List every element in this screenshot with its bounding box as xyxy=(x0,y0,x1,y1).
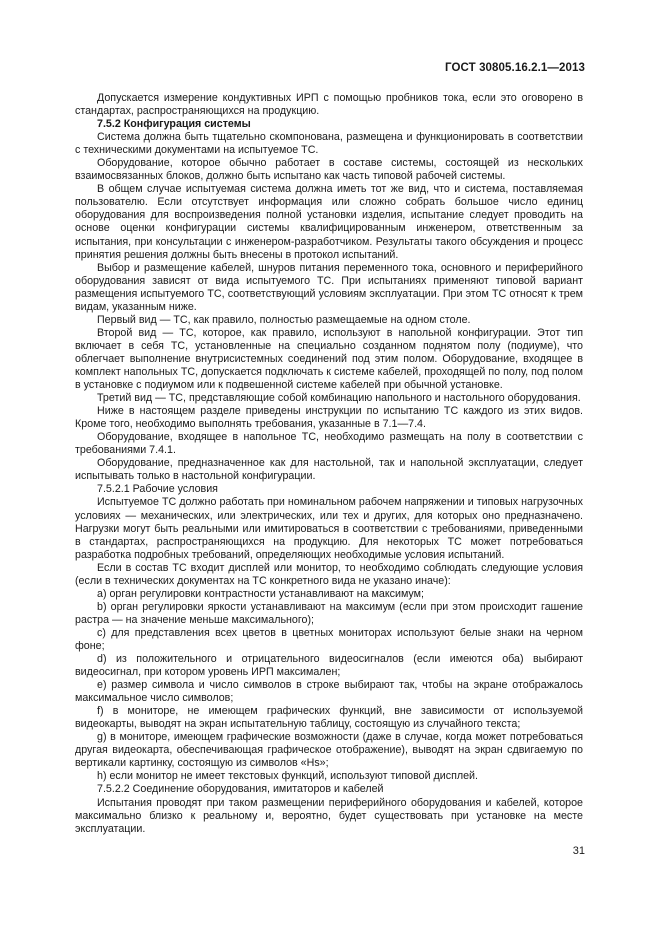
page-number: 31 xyxy=(572,845,585,857)
paragraph: Допускается измерение кондуктивных ИРП с помощью пробников тока, если это оговорено в стандартах, распространяющихся на продукцию. xyxy=(75,92,583,118)
paragraph: Оборудование, входящее в напольное ТС, необходимо размещать на полу в соответствии с требованиями 7.4.1. xyxy=(75,431,583,457)
list-item: h) если монитор не имеет текстовых функций, используют типовой дисплей. xyxy=(97,770,478,783)
paragraph: Выбор и размещение кабелей, шнуров питания переменного тока, основного и периферийного оборудования зависят от вида испытуемого ТС. При испытаниях применяют типовой вариант размещения испытуемого ТС, соответствующий условиям эксплуатации. При этом ТС относят к трем видам, указанным ниже. xyxy=(75,261,583,313)
paragraph: В общем случае испытуемая система должна иметь тот же вид, что и система, поставляемая пользователю. Если отсутствует информация или сложно собрать большое число единиц оборудования для воспроизведения полной установки изделия, испытание следует проводить на основе оценки конфигурации системы квалифицированным инженером, ответственным за испытания, при консультации с инженером-разработчиком. Результаты такого обсуждения и процесс принятия решения должны быть внесены в протокол испытаний. xyxy=(75,183,583,261)
paragraph: Если в состав ТС входит дисплей или монитор, то необходимо соблюдать следующие условия (если в технических документах на ТС конкретного вида не указано иначе): xyxy=(75,561,583,587)
list-item: f) в мониторе, не имеющем графических функций, вне зависимости от используемой видеокарты, выводят на экран испытательную таблицу, состоящую из случайного текста; xyxy=(75,705,583,731)
paragraph: Ниже в настоящем разделе приведены инструкции по испытанию ТС каждого из этих видов. Кроме того, необходимо выполнять требования, указанные в 7.1—7.4. xyxy=(75,405,583,431)
list-item: e) размер символа и число символов в строке выбирают так, чтобы на экране отображалось максимальное число символов; xyxy=(75,679,583,705)
document-code-header: ГОСТ 30805.16.2.1—2013 xyxy=(445,62,585,74)
list-item: c) для представления всех цветов в цветных мониторах используют белые знаки на черном фоне; xyxy=(75,626,583,652)
subsection-heading: 7.5.2.2 Соединение оборудования, имитаторов и кабелей xyxy=(97,783,384,796)
subsection-heading: 7.5.2.1 Рабочие условия xyxy=(97,483,218,496)
section-heading: 7.5.2 Конфигурация системы xyxy=(97,118,251,131)
paragraph: Первый вид — ТС, как правило, полностью размещаемые на одном столе. xyxy=(97,313,471,326)
body-text xyxy=(75,92,583,836)
list-item: b) орган регулировки яркости устанавливают на максимум (если при этом происходит гашение растра — на значение меньше максимального); xyxy=(75,600,583,626)
paragraph: Оборудование, предназначенное как для настольной, так и напольной эксплуатации, следует испытывать только в настольной конфигурации. xyxy=(75,457,583,483)
list-item: g) в мониторе, имеющем графические возможности (даже в случае, когда может потребоваться другая видеокарта, обеспечивающая графическое отображение), выводят на экран сдвигаемую по вертикали картинку, состоящую из символов «Hs»; xyxy=(75,731,583,770)
paragraph: Испытания проводят при таком размещении периферийного оборудования и кабелей, которое максимально близко к реальному и, вероятно, будет существовать при установке на месте эксплуатации. xyxy=(75,796,583,835)
list-item: d) из положительного и отрицательного видеосигналов (если имеются оба) выбирают видеосигнал, при котором уровень ИРП максимален; xyxy=(75,653,583,679)
paragraph: Система должна быть тщательно скомпонована, размещена и функционировать в соответствии с техническими документами на испытуемое ТС. xyxy=(75,131,583,157)
paragraph: Оборудование, которое обычно работает в составе системы, состоящей из нескольких взаимосвязанных блоков, должно быть испытано как часть типовой рабочей системы. xyxy=(75,157,583,183)
paragraph: Второй вид — ТС, которое, как правило, используют в напольной конфигурации. Этот тип включает в себя ТС, установленные на специально созданном поднятом полу (подиуме), что облегчает выполнение внутрисистемных соединений под этим полом. Оборудование, входящее в комплект напольных ТС, допускается подключать к системе кабелей, проходящей по полу, под полом в установке с подиумом или к подвешенной системе кабелей при обычной установке. xyxy=(75,326,583,392)
list-item: а) орган регулировки контрастности устанавливают на максимум; xyxy=(97,587,424,600)
paragraph: Испытуемое ТС должно работать при номинальном рабочем напряжении и типовых нагрузочных условиях — механических, или электрических, или тех и других, для которых оно предназначено. Нагрузки могут быть реальными или имитироваться в соответствии с требованиями, приведенными в стандартах, распространяющихся на продукцию. Для некоторых ТС может потребоваться разработка подробных требований, определяющих необходимые условия испытаний. xyxy=(75,496,583,561)
paragraph: Третий вид — ТС, представляющие собой комбинацию напольного и настольного оборудования. xyxy=(97,392,581,405)
